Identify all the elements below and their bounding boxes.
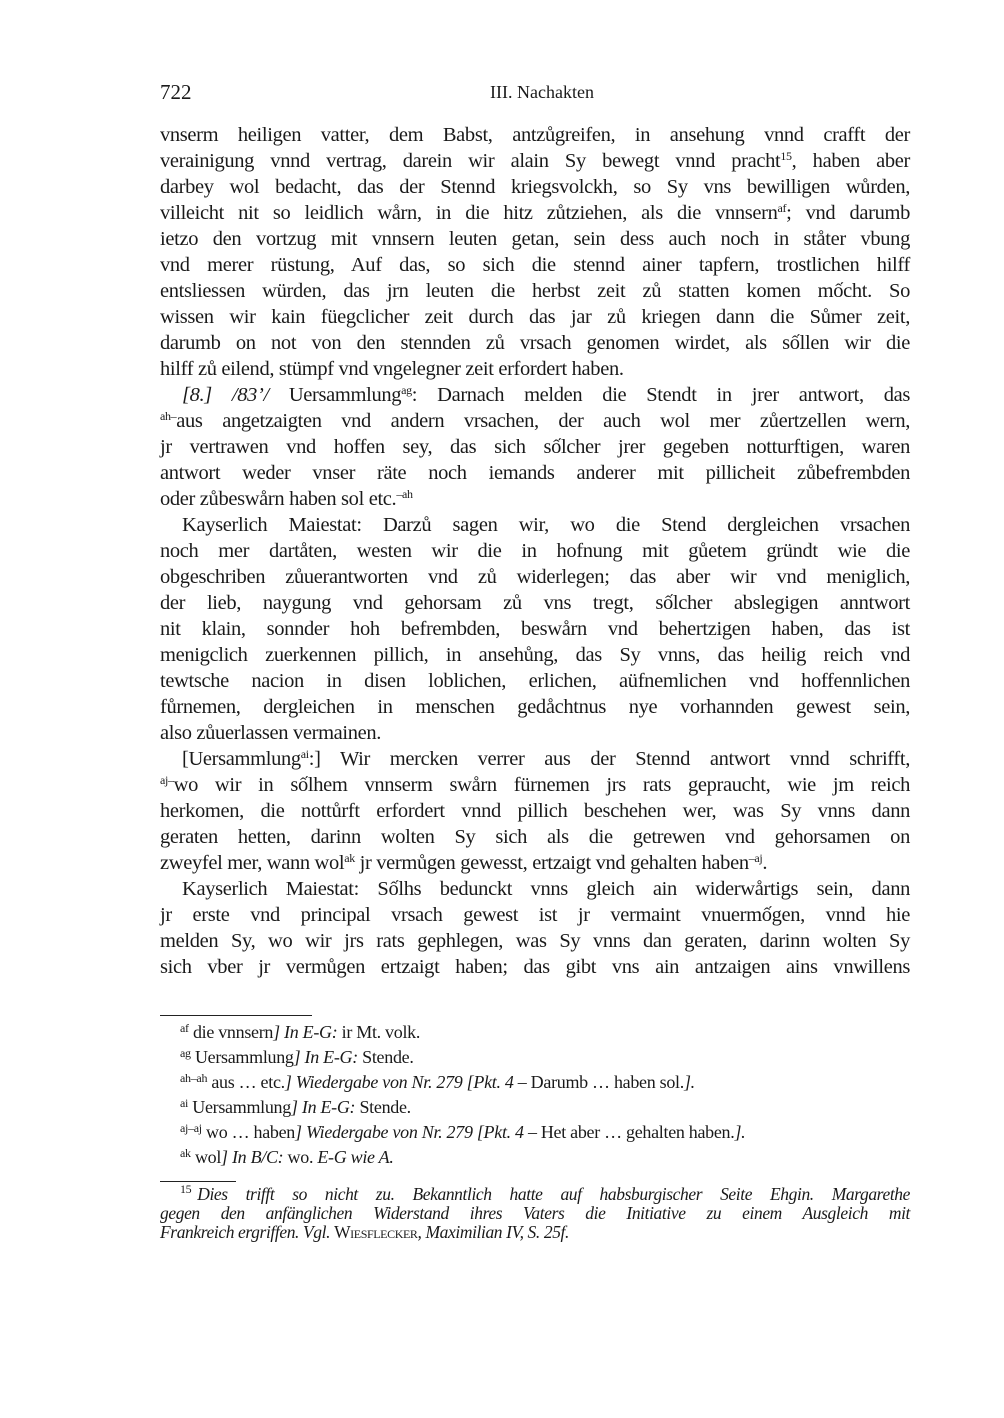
siglum: Wiedergabe von Nr. 279 [Pkt. 4 xyxy=(305,1122,524,1142)
lemma: die vnnsern xyxy=(192,1022,274,1042)
reading: Stende. xyxy=(357,1047,414,1067)
text-line: sich vber jr vermůgen ertzaigt haben; das gibt vns ain antzaigen ains vnwillens xyxy=(160,956,910,978)
apparatus-note xyxy=(160,1145,920,1170)
text-line: Kayserlich Maiestat: Sốlhs bedunckt vnns gleich ain widerwårtigs sein, dann xyxy=(182,878,910,900)
text-line: melden Sy, wo wir jrs rats gephlegen, was Sy vnns dan geraten, darinn wolten Sy xyxy=(160,930,910,952)
lemma: Uersammlung xyxy=(192,1097,291,1117)
text-span: Frankreich ergriffen. Vgl. xyxy=(160,1222,331,1242)
text-line xyxy=(160,382,910,408)
text-line: menigclich zuerkennen pillich, in ansehůng, das Sy vnns, das heilig reich vnd xyxy=(160,644,910,666)
text-span: jr vermůgen gewesst, ertzaigt vnd gehalten haben xyxy=(354,852,749,874)
text-line: noch mer dartåten, westen wir die in hofnung mit gůetem gründt wie die xyxy=(160,540,910,562)
reading: – Darumb … haben sol. xyxy=(513,1072,684,1092)
text-span: : Darnach melden die Stendt in jrer antwort, das xyxy=(411,384,910,406)
footnote-line xyxy=(160,1223,910,1242)
text-line xyxy=(160,148,910,174)
text-span: wo wir in sốlhem vnnserm swårn fürnemen jrs rats gepraucht, wie jm reich xyxy=(173,774,910,796)
reading: wo. xyxy=(283,1147,318,1167)
lemma: wol xyxy=(194,1147,222,1167)
text-line: ietzo den vortzug mit vnnsern leuten getan, sein dess auch noch in ståter vbung xyxy=(160,228,910,250)
text-line xyxy=(160,850,910,876)
apparatus-ref[interactable]: –ah xyxy=(396,487,413,501)
siglum: In E-G: xyxy=(284,1022,338,1042)
text-span: oder zůbeswårn haben sol etc. xyxy=(160,488,397,510)
text-line: nit klain, sonnder hoh befrembden, beswårn vnd behertzigen haben, das ist xyxy=(160,618,910,640)
bracket: ]. xyxy=(734,1122,746,1142)
text-line xyxy=(160,200,910,226)
critical-apparatus xyxy=(160,1020,920,1170)
text-line: der lieb, naygung vnd gehorsam zů vns tregt, sốlcher abslegigen anntwort xyxy=(160,592,910,614)
bracket: ] xyxy=(295,1122,302,1142)
text-line: darumb on not von den stennden zů vrsach genomen wirdet, als sốllen wir die xyxy=(160,332,910,354)
apparatus-note xyxy=(160,1095,920,1120)
text-line: fůrnemen, dergleichen in menschen gedåchtnus nye vorhannden gewest sein, xyxy=(160,696,910,718)
page-number: 722 xyxy=(160,80,192,104)
footnote-15 xyxy=(160,1182,910,1242)
text-span: zweyfel mer, wann wol xyxy=(160,852,345,874)
apparatus-mark: ah–ah xyxy=(180,1071,208,1085)
lemma: aus … etc. xyxy=(211,1072,285,1092)
apparatus-mark: af xyxy=(180,1021,189,1035)
item-marker: [8.] /83’/ xyxy=(182,384,269,406)
apparatus-note xyxy=(160,1120,920,1145)
running-title: III. Nachakten xyxy=(490,82,594,102)
footnote-number: 15 xyxy=(180,1182,192,1196)
lemma: Uersammlung xyxy=(194,1047,294,1067)
apparatus-ref[interactable]: af xyxy=(777,201,787,215)
text-line: obgeschriben zůuerantworten vnd zů widerlegen; das aber wir vnd meniglich, xyxy=(160,566,910,588)
text-line: darbey wol bedacht, das der Stennd kriegsvolckh, so Sy vns bewilligen wůrden, xyxy=(160,176,910,198)
apparatus-mark: aj–aj xyxy=(180,1121,202,1135)
siglum: In E-G: xyxy=(304,1047,358,1067)
text-span: , haben aber xyxy=(791,150,910,172)
text-span: aus angetzaigten vnd andern vrsachen, der auch wol mer zůertzellen wern, xyxy=(176,410,910,432)
siglum: Wiedergabe von Nr. 279 [Pkt. 4 xyxy=(295,1072,514,1092)
author-name: Wiesflecker xyxy=(334,1222,418,1242)
text-line: vnd merer rüstung, Auf das, so sich die stennd ainer tapfern, trostlichen hilff xyxy=(160,254,910,276)
text-line: geraten hetten, darinn wolten Sy sich als die getrewen vnd gehorsamen on xyxy=(160,826,910,848)
bracket: ] xyxy=(284,1072,292,1092)
speaker-label: Uersammlung xyxy=(268,384,402,406)
bracket: ] xyxy=(273,1022,280,1042)
apparatus-divider xyxy=(160,1015,312,1016)
apparatus-ref[interactable]: ah– xyxy=(160,409,177,423)
apparatus-ref[interactable]: –aj xyxy=(748,851,763,865)
reading: – Het aber … gehalten haben. xyxy=(523,1122,735,1142)
apparatus-note xyxy=(160,1070,920,1095)
text-line: wissen wir kain füegclicher zeit durch das jar zů kriegen dann die Sůmer zeit, xyxy=(160,306,910,328)
text-span: verainigung vnnd vertrag, darein wir alain Sy bewegt vnnd pracht xyxy=(160,150,781,172)
reading: ir Mt. volk. xyxy=(337,1022,421,1042)
footnote-line xyxy=(160,1182,910,1204)
text-span: , Maximilian IV, S. 25f. xyxy=(417,1222,569,1242)
siglum: In B/C: xyxy=(231,1147,284,1167)
apparatus-ref[interactable]: aj– xyxy=(160,773,174,787)
text-span: . xyxy=(762,852,768,874)
text-line: herkomen, die nottůrft erfordert vnnd pillich beschehen wer, was Sy vnns dann xyxy=(160,800,910,822)
text-line: jr vertrawen vnd hoffen sey, das sich sốlcher jrer gegeben notturftigen, waren xyxy=(160,436,910,458)
text-line: hilff zů eilend, stümpf vnd vngelegner zeit erfordert haben. xyxy=(160,358,624,380)
main-text xyxy=(160,122,910,980)
text-line: vnserm heiligen vatter, dem Babst, antzůgreifen, in ansehung vnnd crafft der xyxy=(160,124,910,146)
apparatus-ref[interactable]: ai xyxy=(300,747,309,761)
text-line xyxy=(160,746,910,772)
text-line: also zůuerlassen vermainen. xyxy=(160,722,382,744)
text-line: antwort weder vnser räte noch iemands anderer mit pillicheit zůbefrembden xyxy=(160,462,910,484)
bracket: ] xyxy=(293,1047,301,1067)
bracket: ]. xyxy=(683,1072,695,1092)
text-line: tewtsche nacion in disen loblichen, erlichen, aüfnemlichen vnd hoffennlichen xyxy=(160,670,910,692)
apparatus-note xyxy=(160,1045,920,1070)
text-line xyxy=(160,486,910,512)
apparatus-mark: ak xyxy=(180,1146,191,1160)
apparatus-note xyxy=(160,1020,920,1045)
apparatus-mark: ai xyxy=(180,1096,189,1110)
text-line: entsliessen würden, das jrn leuten die herbst zeit zů statten komen mốcht. So xyxy=(160,280,910,302)
apparatus-ref[interactable]: ak xyxy=(344,851,355,865)
text-line: jr erste vnd principal vrsach gewest ist jr vermaint vnuermốgen, vnnd hie xyxy=(160,904,910,926)
bracket: ] xyxy=(290,1097,298,1117)
apparatus-ref[interactable]: ag xyxy=(401,383,412,397)
reading-italic: E-G wie A. xyxy=(317,1147,394,1167)
apparatus-mark: ag xyxy=(180,1046,191,1060)
text-line xyxy=(160,408,910,434)
text-line xyxy=(160,772,910,798)
footnote-ref[interactable]: 15 xyxy=(780,149,792,163)
bracket: ] xyxy=(221,1147,228,1167)
text-span: ; vnd darumb xyxy=(786,202,910,224)
text-span: :] Wir mercken verrer aus der Stennd antwort vnnd schrifft, xyxy=(308,748,910,770)
speaker-label: [Uersammlung xyxy=(182,748,301,770)
text-span: Dies trifft so nicht zu. Bekanntlich hatte auf habsburgischer Seite Ehgin. Margarethe xyxy=(197,1184,910,1204)
reading: Stende. xyxy=(355,1097,411,1117)
lemma: wo … haben xyxy=(206,1122,296,1142)
text-span: villeicht nit so leidlich wårn, in die hitz zůtziehen, als die vnnsern xyxy=(160,202,778,224)
siglum: In E-G: xyxy=(301,1097,356,1117)
footnote-line: gegen den anfänglichen Widerstand ihres Vaters die Initiative zu einem Ausgleich mit xyxy=(160,1203,910,1223)
text-line: Kayserlich Maiestat: Darzů sagen wir, wo die Stend dergleichen vrsachen xyxy=(182,514,910,536)
